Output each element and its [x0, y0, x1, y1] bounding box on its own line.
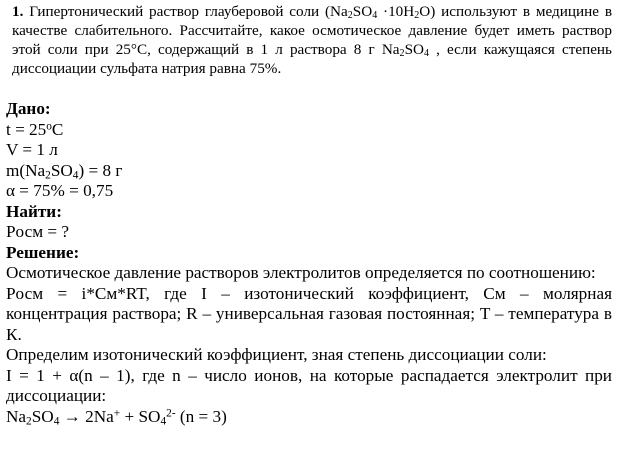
solution-paragraph-1: Осмотическое давление растворов электролитов определяется по соотношению: [6, 263, 596, 282]
given-volume: V = 1 л [6, 140, 58, 159]
given-temperature: $t = 25^oC$ [6, 119, 64, 139]
given-heading: Дано: [6, 99, 51, 118]
given-mass: $m(Na_2SO_4) = 8$ г [6, 160, 123, 181]
find-item: Pосм = ? [6, 222, 70, 241]
solution-paragraph-3: Определим изотонический коэффициент, зная степень диссоциации соли: [6, 345, 547, 364]
problem-number: 1. [12, 3, 24, 20]
given-alpha: α = 75% = 0,75 [6, 181, 114, 200]
problem-text: Гипертонический раствор глауберовой соли (Na [23, 3, 348, 20]
solution-body [6, 99, 612, 427]
problem-statement: 1. Гипертонический раствор глауберовой соли $(Na_2SO_4 \cdot 10H_2O)$ используют в медицине в качестве слабительного. Рассчитайте, какое осмотическое давление будет иметь раствор этой соли при 25°C, содержащий в 1 л раствора 8 г $Na_2SO_4$ , если кажущаяся степень диссоциации сульфата натрия равна 75%. [12, 3, 613, 77]
solution-paragraph-4: I = 1 + α(n – 1), где n – число ионов, на которые распадается электролит при диссоциации: [6, 365, 612, 405]
solution-paragraph-2: Pосм = i*Cм*RT, где I – изотонический коэффициент, Cм – молярная концентрация раствора; R – универсальная газовая постоянная; T – температура в К. [6, 283, 612, 344]
find-heading: Найти: [6, 201, 62, 221]
solution-heading: Решение: [6, 242, 80, 262]
dissociation-equation: $Na_2SO_4 \to 2Na^+ + SO_4^{2-}$ (n = 3) [6, 406, 227, 427]
